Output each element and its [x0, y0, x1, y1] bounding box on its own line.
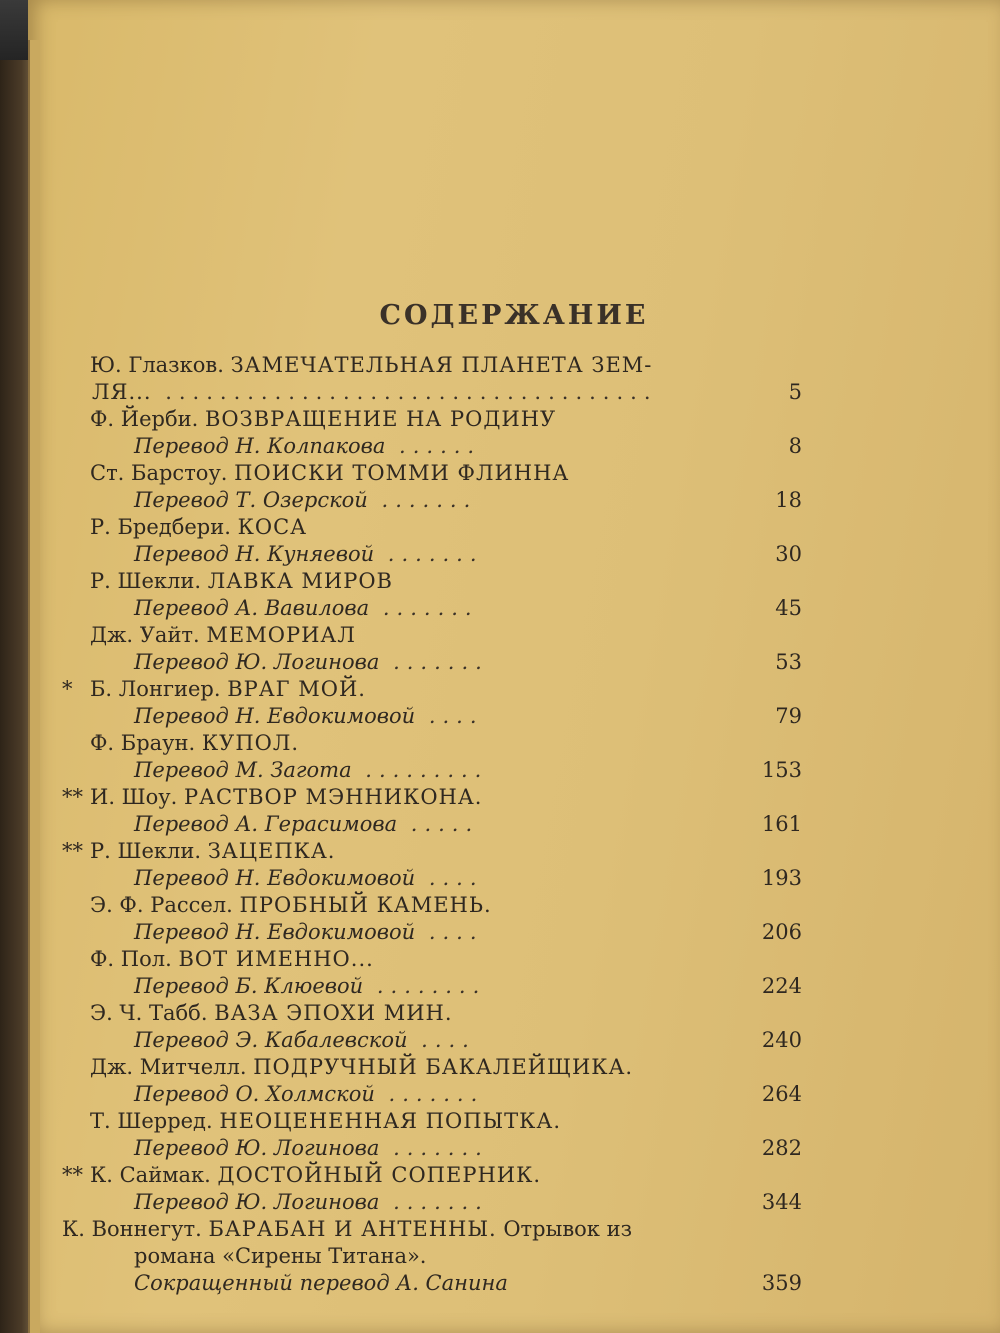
toc-entry-detail [62, 649, 802, 676]
entry-translator: Перевод Ю. Логинова [134, 1190, 380, 1214]
entry-author: Ф. Пол. [90, 947, 172, 971]
toc-entry-header [62, 406, 802, 433]
dot-leader: ....... [369, 596, 479, 620]
toc-entry-header [62, 838, 802, 865]
entry-author: Ф. Браун. [90, 731, 196, 755]
entry-title: БАРАБАН И АНТЕННЫ. [208, 1217, 497, 1241]
dot-leader: .... [415, 704, 484, 728]
toc-entry-detail [62, 1027, 802, 1054]
entry-marker: ** [62, 839, 83, 863]
toc-entry-detail [62, 1081, 802, 1108]
entry-title: НЕОЦЕНЕННАЯ ПОПЫТКА. [219, 1109, 562, 1133]
entry-author: К. Саймак. [90, 1163, 211, 1187]
entry-translator: Перевод М. Загота [134, 758, 352, 782]
dot-leader: ....... [379, 1190, 489, 1214]
page-title: СОДЕРЖАНИЕ [379, 300, 649, 331]
entry-page-number: 282 [761, 1136, 802, 1160]
dot-leader: .... [407, 1028, 476, 1052]
toc-entry-header [62, 946, 802, 973]
entry-title: МЕМОРИАЛ [206, 623, 356, 647]
toc-entry-header [62, 1108, 802, 1135]
entry-page-number: 240 [761, 1028, 802, 1052]
entry-translator: Перевод Ю. Логинова [134, 650, 380, 674]
toc-entry-detail [62, 1270, 802, 1297]
entry-translator: Перевод Ю. Логинова [134, 1136, 380, 1160]
entry-author: Ст. Барстоу. [90, 461, 228, 485]
entry-page-number: 45 [775, 596, 802, 620]
dot-leader: ....... [374, 542, 484, 566]
toc-entry-detail [62, 703, 802, 730]
entry-marker: ** [62, 785, 83, 809]
entry-translator: Сокращенный перевод А. Санина [134, 1271, 508, 1295]
entry-translator: Перевод Т. Озерской [134, 488, 368, 512]
entry-title: ПОИСКИ ТОММИ ФЛИННА [234, 461, 570, 485]
entry-author: Р. Бредбери. [90, 515, 231, 539]
dot-leader: ......... [351, 758, 489, 782]
dot-leader: .... [415, 920, 484, 944]
entry-page-number: 8 [788, 434, 802, 458]
entry-page-number: 5 [788, 380, 802, 404]
toc-entry-header [62, 1162, 802, 1189]
toc-entry-header [62, 1054, 802, 1081]
entry-page-number: 193 [761, 866, 802, 890]
entry-title: ПРОБНЫЙ КАМЕНЬ. [239, 893, 492, 917]
entry-page-number: 359 [761, 1271, 802, 1295]
entry-translator: Перевод А. Герасимова [134, 812, 398, 836]
entry-author: Т. Шерред. [90, 1109, 213, 1133]
entry-translator: Перевод Н. Евдокимовой [134, 704, 416, 728]
entry-author: Р. Шекли. [90, 839, 202, 863]
entry-title: ПОДРУЧНЫЙ БАКАЛЕЙЩИКА. [253, 1055, 634, 1079]
entry-author: К. Воннегут. [62, 1217, 202, 1241]
entry-page-number: 161 [761, 812, 802, 836]
toc-entry-detail [62, 487, 802, 514]
entry-page-number: 53 [775, 650, 802, 674]
entry-author: Э. Ф. Рассел. [90, 893, 233, 917]
dot-leader: ...... [385, 434, 482, 458]
toc-entry-detail [62, 1189, 802, 1216]
toc-entry-detail [62, 379, 802, 406]
entry-author: Б. Лонгиер. [90, 677, 221, 701]
entry-title: ЗАМЕЧАТЕЛЬНАЯ ПЛАНЕТА ЗЕМ- [230, 353, 653, 377]
toc-entry-detail [62, 595, 802, 622]
entry-page-number: 224 [761, 974, 802, 998]
dot-leader: ........ [363, 974, 487, 998]
entry-marker: * [62, 677, 73, 701]
entry-title: ЗАЦЕПКА. [207, 839, 336, 863]
toc-entry-detail [62, 919, 802, 946]
entry-page-number: 30 [775, 542, 802, 566]
entry-title: ВОТ ИМЕННО... [178, 947, 374, 971]
toc-entry-detail [62, 973, 802, 1000]
entry-author: Ю. Глазков. [90, 353, 224, 377]
entry-translator: Перевод Н. Куняевой [134, 542, 375, 566]
entry-author: Дж. Митчелл. [90, 1055, 247, 1079]
entry-title: ВАЗА ЭПОХИ МИН. [214, 1001, 453, 1025]
toc-entry-header [62, 676, 802, 703]
entry-title: ЛАВКА МИРОВ [207, 569, 393, 593]
entry-title: ВРАГ МОЙ. [227, 677, 366, 701]
entry-page-number: 344 [761, 1190, 802, 1214]
entry-marker: ** [62, 1163, 83, 1187]
toc-entry-header [62, 1000, 802, 1027]
entry-author: Дж. Уайт. [90, 623, 200, 647]
entry-note: Отрывок из [503, 1217, 633, 1241]
entry-title: КУПОЛ. [201, 731, 300, 755]
toc-entry-detail [62, 811, 802, 838]
dot-leader: .... [415, 866, 484, 890]
table-of-contents [62, 352, 802, 1297]
entry-title: РАСТВОР МЭННИКОНА. [184, 785, 483, 809]
dot-leader: ..... [397, 812, 480, 836]
dot-leader: ....... [367, 488, 478, 512]
toc-entry-detail [62, 433, 802, 460]
entry-title: ДОСТОЙНЫЙ СОПЕРНИК. [217, 1163, 542, 1187]
page-edge [28, 40, 40, 1333]
entry-page-number: 153 [761, 758, 802, 782]
dot-leader: ....... [374, 1082, 485, 1106]
toc-entry-header [62, 352, 802, 379]
entry-page-number: 264 [761, 1082, 802, 1106]
dot-leader: .................................... [151, 380, 658, 404]
entry-translator: Перевод Э. Кабалевской [134, 1028, 408, 1052]
entry-translator: Перевод Б. Клюевой [134, 974, 364, 998]
toc-entry-header [62, 460, 802, 487]
entry-page-number: 206 [761, 920, 802, 944]
toc-entry-header [62, 622, 802, 649]
dot-leader: ....... [379, 1136, 489, 1160]
toc-entry-header [62, 568, 802, 595]
toc-entry-header [62, 892, 802, 919]
entry-translator: Перевод О. Холмской [134, 1082, 375, 1106]
entry-author: Р. Шекли. [90, 569, 202, 593]
entry-author: Э. Ч. Табб. [90, 1001, 208, 1025]
toc-entry-note [62, 1243, 802, 1270]
entry-title: КОСА [237, 515, 308, 539]
toc-entry-detail [62, 1135, 802, 1162]
entry-translator: Перевод Н. Евдокимовой [134, 920, 416, 944]
entry-translator: Перевод Н. Евдокимовой [134, 866, 416, 890]
entry-page-number: 79 [775, 704, 802, 728]
entry-author: И. Шоу. [90, 785, 178, 809]
toc-entry-header [62, 730, 802, 757]
toc-entry-detail [62, 541, 802, 568]
entry-translator: Перевод Н. Колпакова [134, 434, 386, 458]
toc-entry-detail [62, 757, 802, 784]
toc-entry-header [62, 1216, 802, 1243]
entry-title-continued: ЛЯ... [92, 380, 152, 404]
toc-entry-detail [62, 865, 802, 892]
toc-entry-header [62, 514, 802, 541]
dot-leader: ....... [379, 650, 489, 674]
entry-translator: Перевод А. Вавилова [134, 596, 370, 620]
entry-title: ВОЗВРАЩЕНИЕ НА РОДИНУ [204, 407, 557, 431]
entry-author: Ф. Йерби. [90, 407, 199, 431]
toc-entry-header [62, 784, 802, 811]
entry-note-continued: романа «Сирены Титана». [134, 1244, 427, 1268]
entry-page-number: 18 [775, 488, 802, 512]
